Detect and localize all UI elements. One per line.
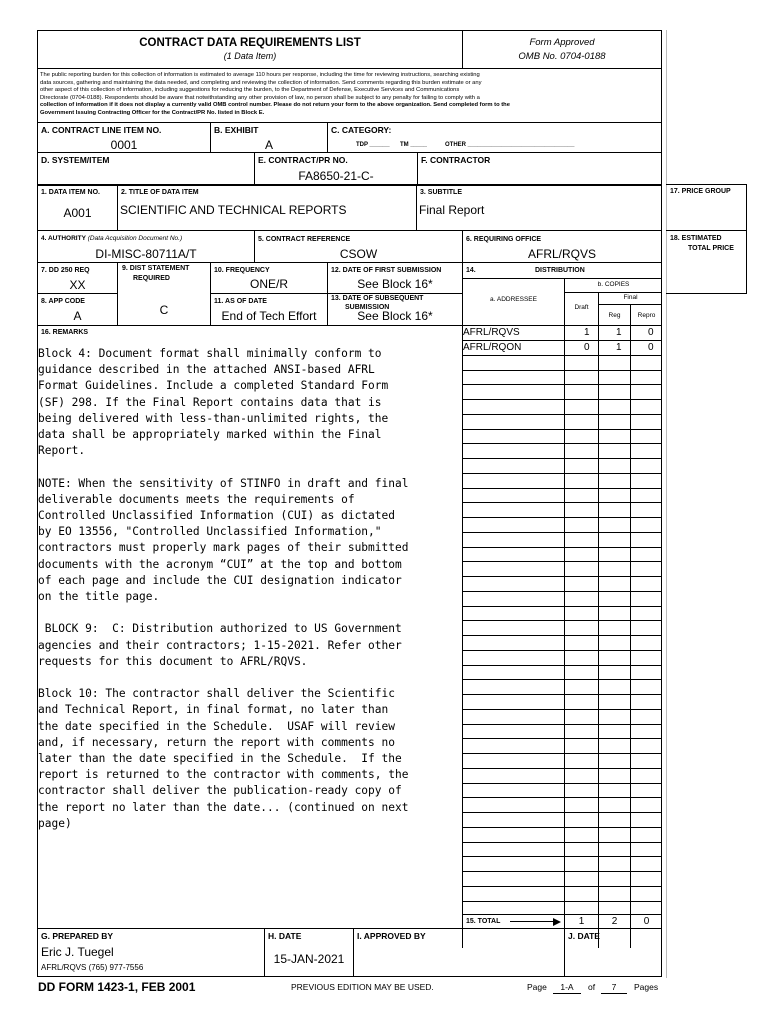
subtitle-label: 3. SUBTITLE	[420, 189, 463, 196]
system-item-label: D. SYSTEM/ITEM	[41, 155, 110, 165]
contract-pr-label: E. CONTRACT/PR NO.	[258, 155, 348, 165]
distribution-grid-line	[462, 665, 662, 666]
remarks-line	[38, 670, 462, 686]
approval-date-label: J. DATE	[568, 931, 600, 941]
data-item-no-label: 1. DATA ITEM NO.	[41, 189, 100, 196]
form-subtitle: (1 Data Item)	[223, 51, 277, 61]
distribution-grid-line	[462, 797, 662, 798]
remarks-line: of each page and include the CUI designation indicator	[38, 573, 402, 587]
as-of-date-label: 11. AS OF DATE	[214, 298, 267, 305]
distribution-grid-line	[462, 414, 662, 415]
distribution-grid-line	[462, 694, 662, 695]
draft-cell: 0	[584, 342, 590, 353]
remarks-line: guidance described in the attached ANSI-based AFRL	[38, 363, 375, 377]
distribution-grid-line	[462, 620, 662, 621]
prepared-by-name: Eric J. Tuegel	[41, 945, 114, 959]
category-tm: TM _____	[400, 142, 428, 148]
distribution-grid-line	[462, 561, 662, 562]
remarks-label: 16. REMARKS	[41, 329, 89, 336]
distribution-grid-line	[462, 399, 662, 400]
remarks-line: agencies and their contractors; 1-15-2021. Refer other	[38, 638, 402, 652]
distribution-grid-line	[462, 635, 662, 636]
data-item-title-value: SCIENTIFIC AND TECHNICAL REPORTS	[120, 203, 347, 217]
estimated-total-price-label-2: TOTAL PRICE	[688, 245, 734, 252]
distribution-label: DISTRIBUTION	[535, 267, 585, 274]
subsequent-submission-label-2: SUBMISSION	[345, 304, 390, 311]
dist-statement-required-label: REQUIRED	[133, 275, 170, 282]
frequency-value: ONE/R	[249, 277, 288, 291]
form-approved: Form Approved	[529, 37, 595, 48]
remarks-line: the date specified in the Schedule. USAF will review	[38, 719, 395, 733]
repro-cell: 0	[648, 342, 654, 353]
distribution-grid-line	[462, 517, 662, 518]
approved-by-label: I. APPROVED BY	[357, 931, 426, 941]
category-other: OTHER ________________________________	[445, 142, 575, 148]
as-of-date-value: End of Tech Effort	[221, 309, 317, 323]
authority-value: DI-MISC-80711A/T	[95, 247, 197, 261]
burden-line: other aspect of this collection of information, including suggestions for reducing the burden, to the Department of Defense, Executive Services and Communications	[40, 87, 460, 94]
repro-cell: 0	[648, 327, 654, 338]
remarks-line: Format Guidelines. Include a completed Standard Form	[38, 379, 389, 393]
distribution-grid-line	[462, 458, 662, 459]
distribution-grid-line	[462, 532, 662, 533]
distribution-grid-line	[462, 606, 662, 607]
remarks-line: deliverable documents meets the requirements of	[38, 492, 355, 506]
exhibit-value: A	[264, 138, 273, 152]
burden-line: data sources, gathering and maintaining the data needed, and completing and reviewing the collection of information. Send comments regarding this burden estimate or any	[40, 79, 482, 86]
distribution-grid-line	[462, 738, 662, 739]
subsequent-submission-value: See Block 16*	[357, 309, 433, 323]
total-repro: 0	[643, 916, 650, 927]
remarks-line: requests for this document to AFRL/RQVS.	[38, 654, 308, 668]
prepared-by-phone: AFRL/RQVS (765) 977-7556	[41, 963, 144, 972]
burden-line: Directorate (0704-0188). Respondents should be aware that notwithstanding any other provision of law, no person shall be subject to any penalty for failing to comply with a	[40, 94, 480, 101]
remarks-line: later than the date specified in the Schedule. If the	[38, 752, 402, 766]
remarks-line: Block 10: The contractor shall deliver the Scientific	[38, 687, 395, 701]
remarks-line: the report no later than the date... (continued on next	[38, 800, 409, 814]
prepared-by-label: G. PREPARED BY	[41, 931, 114, 941]
addressee-cell: AFRL/RQON	[463, 342, 522, 353]
distribution-grid-line	[462, 650, 662, 651]
remarks-text	[38, 346, 462, 832]
date-label: H. DATE	[268, 931, 302, 941]
of-label: of	[588, 982, 596, 992]
remarks-line: Controlled Unclassified Information (CUI) as dictated	[38, 509, 395, 523]
contract-reference-label: 5. CONTRACT REFERENCE	[258, 236, 351, 243]
remarks-line: documents with the acronym “CUI” at the top and bottom	[38, 557, 402, 571]
dist-statement-value: C	[159, 303, 169, 317]
remarks-line	[38, 459, 462, 475]
remarks-line: by EO 13556, "Controlled Unclassified Information,"	[38, 525, 382, 539]
previous-edition-note: PREVIOUS EDITION MAY BE USED.	[291, 982, 434, 992]
category-label: C. CATEGORY:	[331, 125, 392, 135]
price-group-label: 17. PRICE GROUP	[670, 188, 731, 195]
subtitle-value: Final Report	[419, 203, 485, 217]
first-submission-value: See Block 16*	[357, 277, 433, 291]
form-number: DD FORM 1423-1, FEB 2001	[38, 980, 196, 994]
distribution-grid-line	[462, 488, 662, 489]
distribution-row	[462, 326, 662, 339]
distribution-grid-line	[462, 812, 662, 813]
exhibit-label: B. EXHIBIT	[214, 125, 259, 135]
reg-label: Reg	[608, 312, 621, 319]
reg-cell: 1	[616, 327, 622, 338]
remarks-line: NOTE: When the sensitivity of STINFO in draft and final	[38, 476, 409, 490]
distribution-grid-line	[462, 901, 662, 902]
remarks-line: data shall be appropriately marked within the Final	[38, 428, 382, 442]
total-draft: 1	[578, 916, 585, 927]
distribution-grid-line	[462, 576, 662, 577]
distribution-grid-line	[462, 502, 662, 503]
remarks-line	[38, 605, 462, 621]
distribution-grid-line	[462, 871, 662, 872]
total-arrow-icon	[510, 921, 556, 922]
distribution-grid-line	[462, 473, 662, 474]
distribution-grid-line	[462, 591, 662, 592]
copies-label: b. COPIES	[597, 281, 630, 288]
authority-label: 4. AUTHORITY (Data Acquisition Document No.)	[41, 235, 183, 242]
burden-statement	[40, 72, 659, 118]
addressee-cell: AFRL/RQVS	[463, 327, 520, 338]
page-label: Page	[527, 982, 547, 992]
dist-statement-label: 9. DIST STATEMENT	[122, 265, 190, 272]
contractor-label: F. CONTRACTOR	[421, 155, 491, 165]
contract-pr-value: FA8650-21-C-	[298, 169, 374, 183]
distribution-grid-line	[462, 709, 662, 710]
distribution-grid-line	[462, 753, 662, 754]
remarks-line: contractor shall deliver the publication-ready copy of	[38, 784, 402, 798]
page-number: 1-A	[553, 983, 581, 994]
contract-line-item-value: 0001	[110, 138, 138, 152]
distribution-grid-line	[462, 724, 662, 725]
distribution-grid-line	[462, 429, 662, 430]
distribution-grid-line	[462, 827, 662, 828]
distribution-number-label: 14.	[466, 267, 476, 274]
date-value: 15-JAN-2021	[273, 952, 345, 966]
remarks-line: and Technical Report, in final format, no later than	[38, 703, 389, 717]
final-label: Final	[623, 294, 638, 301]
repro-label: Repro	[637, 312, 656, 319]
app-code-value: A	[73, 309, 82, 323]
data-item-no-value: A001	[63, 206, 92, 220]
distribution-grid-line	[462, 679, 662, 680]
category-tdp: TDP ______	[356, 142, 390, 148]
remarks-line: BLOCK 9: C: Distribution authorized to US Government	[38, 622, 402, 636]
burden-line: The public reporting burden for this collection of information is estimated to average 110 hours per response, including the time for reviewing instructions, searching existing	[40, 72, 480, 78]
dd250-label: 7. DD 250 REQ	[41, 267, 90, 274]
remarks-line: Block 4: Document format shall minimally conform to	[38, 347, 382, 360]
burden-line: collection of information if it does not display a currently valid OMB control number. Please do not return your form to the above organization. Send completed form to the	[40, 102, 510, 109]
form-title: CONTRACT DATA REQUIREMENTS LIST	[139, 37, 361, 49]
total-label: 15. TOTAL	[466, 918, 501, 925]
distribution-grid-line	[462, 355, 662, 356]
draft-label: Draft	[574, 304, 589, 311]
dd250-value: XX	[69, 278, 86, 292]
burden-line: Government Issuing Contracting Officer for the Contract/PR No. listed in Block E.	[40, 109, 265, 116]
distribution-grid-line	[462, 443, 662, 444]
distribution-row	[462, 341, 662, 354]
distribution-grid-line	[462, 384, 662, 385]
distribution-grid-line	[462, 547, 662, 548]
remarks-line: (SF) 298. If the Final Report contains data that is	[38, 395, 382, 409]
distribution-grid-line	[462, 370, 662, 371]
reg-cell: 1	[616, 342, 622, 353]
distribution-grid-line	[462, 842, 662, 843]
omb-number: OMB No. 0704-0188	[518, 51, 606, 62]
subsequent-submission-label: 13. DATE OF SUBSEQUENT	[331, 295, 424, 302]
remarks-line: report is returned to the contractor with comments, the	[38, 768, 409, 782]
frequency-label: 10. FREQUENCY	[214, 267, 270, 274]
distribution-grid-line	[462, 886, 662, 887]
arrow-head-icon	[553, 918, 561, 926]
draft-cell: 1	[584, 327, 590, 338]
remarks-line: contractors must properly mark pages of their submitted	[38, 541, 409, 555]
distribution-grid-line	[462, 768, 662, 769]
requiring-office-label: 6. REQUIRING OFFICE	[466, 236, 542, 243]
contract-line-item-label: A. CONTRACT LINE ITEM NO.	[41, 125, 162, 135]
data-item-title-label: 2. TITLE OF DATA ITEM	[121, 189, 199, 196]
remarks-line: on the title page.	[38, 590, 160, 604]
pages-label: Pages	[634, 982, 659, 992]
app-code-label: 8. APP CODE	[41, 298, 85, 305]
page-total: 7	[601, 983, 627, 994]
remarks-line: Report.	[38, 444, 86, 458]
total-reg: 2	[611, 916, 618, 927]
remarks-line: page)	[38, 816, 72, 830]
remarks-line: and, if necessary, return the report with comments no	[38, 735, 395, 749]
first-submission-label: 12. DATE OF FIRST SUBMISSION	[331, 267, 442, 274]
distribution-grid-line	[462, 783, 662, 784]
addressee-label: a. ADDRESSEE	[490, 296, 537, 303]
requiring-office-value: AFRL/RQVS	[527, 247, 596, 261]
contract-reference-value: CSOW	[339, 247, 378, 261]
remarks-line: being delivered with less-than-unlimited rights, the	[38, 411, 389, 425]
estimated-total-price-label: 18. ESTIMATED	[670, 235, 722, 242]
distribution-grid-line	[462, 856, 662, 857]
